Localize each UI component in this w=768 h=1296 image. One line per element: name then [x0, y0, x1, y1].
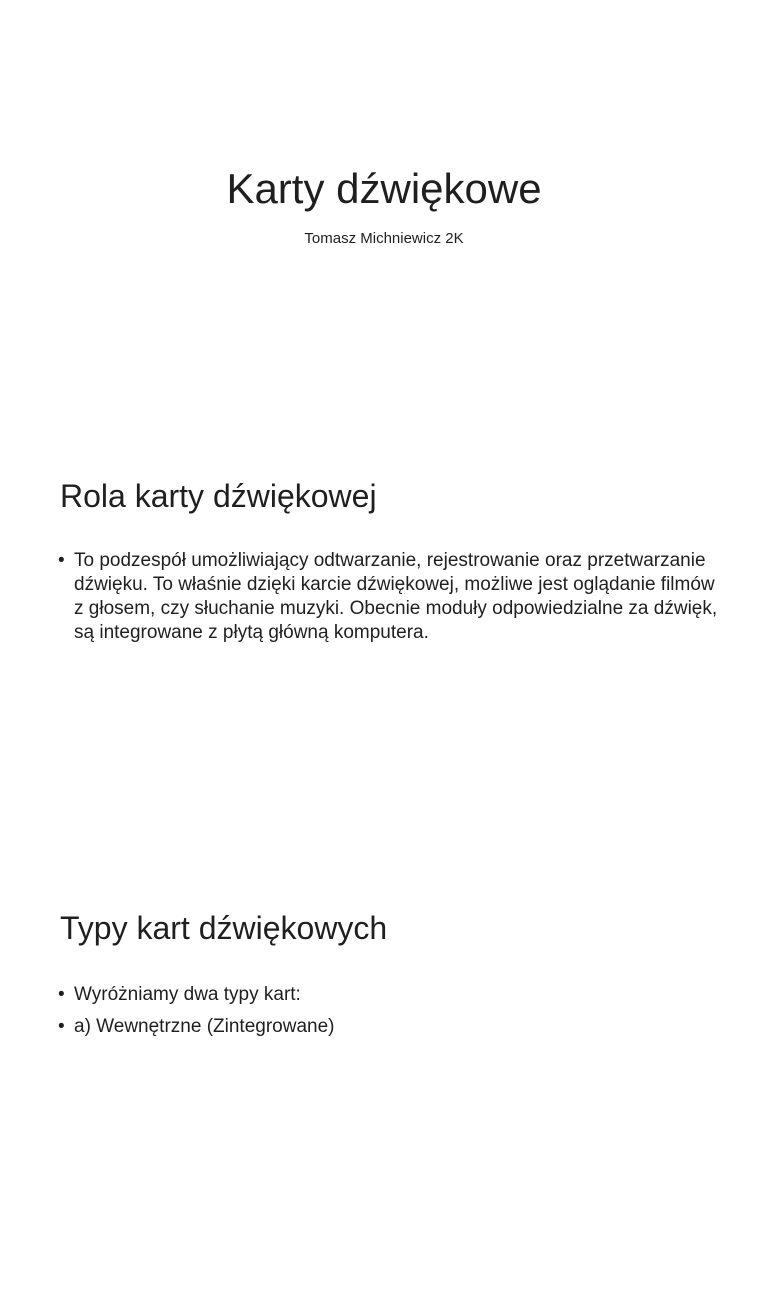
bullet-list — [58, 549, 718, 645]
bullet-item — [58, 549, 718, 645]
bullet-text: To podzespół umożliwiający odtwarzanie, rejestrowanie oraz przetwarzanie dźwięku. To właśnie dzięki karcie dźwiękowej, możliwe jest oglądanie filmów z głosem, czy słuchanie muzyki. Obecnie moduły odpowiedzialne za dźwięk, są integrowane z płytą główną komputera. — [74, 550, 718, 643]
bullet-item — [58, 983, 718, 1007]
slide-heading: Rola karty dźwiękowej — [60, 478, 377, 514]
bullet-marker: • — [58, 1016, 65, 1037]
bullet-text: a) Wewnętrzne (Zintegrowane) — [74, 1016, 335, 1037]
slide-title — [0, 0, 768, 432]
slide-rola-karty — [0, 432, 768, 864]
bullet-item — [58, 1015, 718, 1039]
slide-typy-kart — [0, 864, 768, 1296]
slide-heading: Typy kart dźwiękowych — [60, 910, 388, 946]
bullet-marker: • — [58, 550, 65, 571]
presentation-author: Tomasz Michniewicz 2K — [304, 230, 464, 247]
bullet-marker: • — [58, 984, 65, 1005]
presentation-title: Karty dźwiękowe — [226, 165, 542, 212]
bullet-text: Wyróżniamy dwa typy kart: — [74, 984, 301, 1005]
bullet-list — [58, 983, 718, 1047]
